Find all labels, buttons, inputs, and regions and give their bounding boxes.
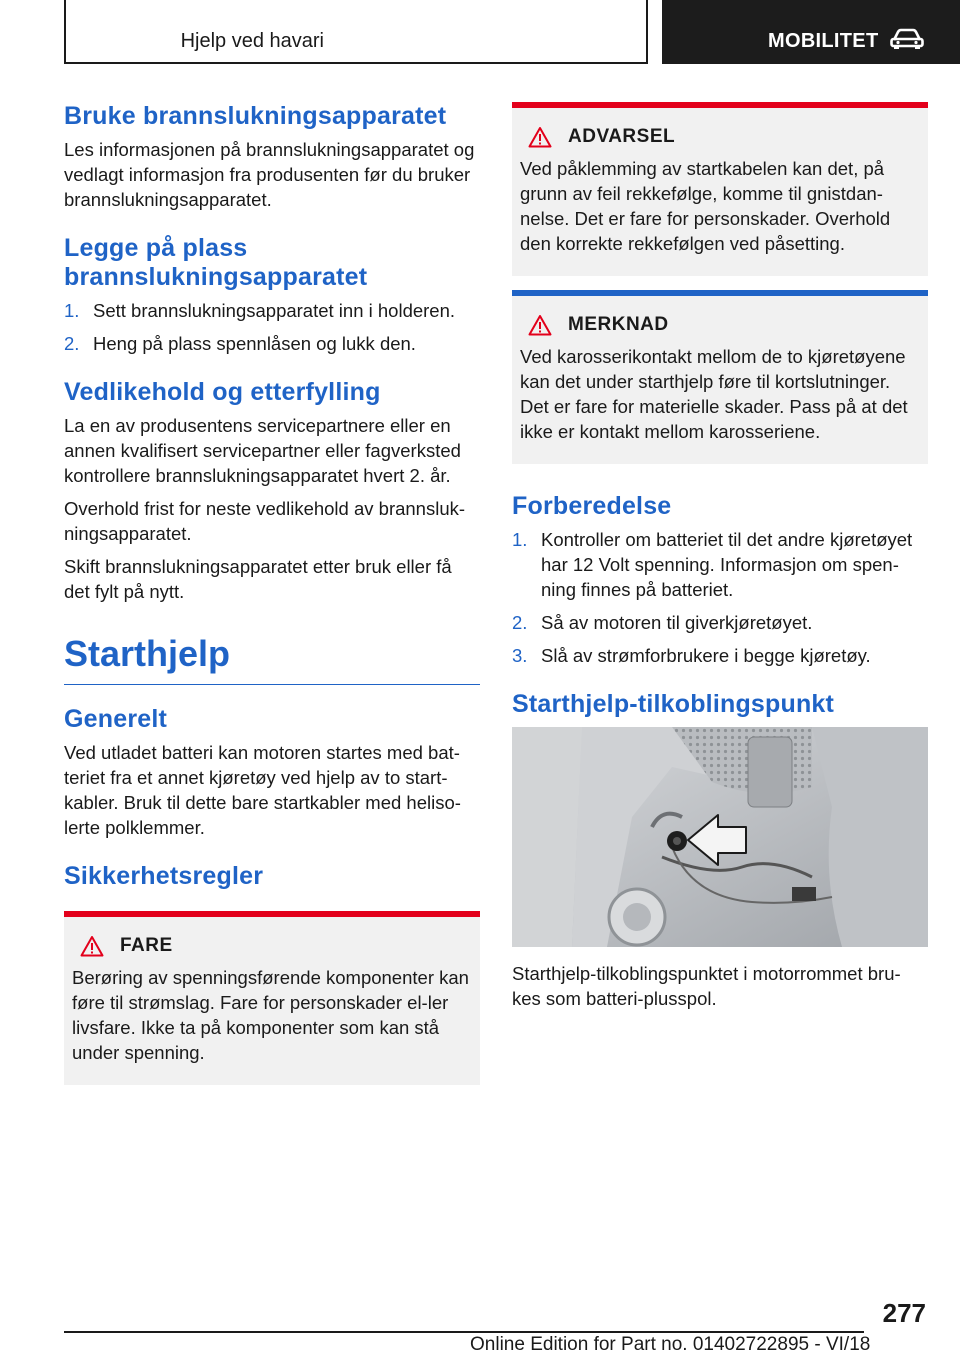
warning-icon xyxy=(80,935,104,957)
heading-forberedelse: Forberedelse xyxy=(512,492,672,520)
text-bruke: Les informasjonen på brannslukningsapparatet og vedlagt informasjon fra produsenten før du bruker brannslukningsapparatet. xyxy=(64,139,475,210)
heading-legge-pa-plass: Legge på plass brannslukningsapparatet xyxy=(64,234,368,291)
text-vedlikehold-2: Overhold frist for neste vedlikehold av brannsluk‐ningsapparatet. xyxy=(64,498,466,544)
step-number: 2. xyxy=(64,333,80,354)
step-number: 2. xyxy=(512,612,528,633)
steps-legge-pa-plass xyxy=(64,298,480,356)
list-item xyxy=(64,331,480,356)
fare-notice xyxy=(64,911,480,1085)
notice-title: MERKNAD xyxy=(568,314,669,335)
step-text: Kontroller om batteriet til det andre kjøretøyet har 12 Volt spenning. Informasjon om spen‐ning finnes på batteriet. xyxy=(541,529,913,600)
notice-title: FARE xyxy=(120,935,173,956)
footer-edition: Online Edition for Part no. 01402722895 - VI/18 xyxy=(470,1334,871,1355)
notice-text: Berøring av spenningsførende komponenter kan føre til strømslag. Fare for personskader el‐ler livsfare. Ikke ta på komponenter som kan stå under spenning. xyxy=(72,967,469,1063)
list-item xyxy=(512,527,928,602)
step-number: 1. xyxy=(64,300,80,321)
header-frame xyxy=(64,0,648,64)
footer-rule xyxy=(64,1331,864,1333)
section-title: Hjelp ved havari xyxy=(180,30,324,52)
car-icon xyxy=(890,28,924,50)
step-number: 3. xyxy=(512,645,528,666)
list-item xyxy=(512,610,928,635)
heading-generelt: Generelt xyxy=(64,705,168,733)
heading-tilkoblingspunkt: Starthjelp-tilkoblingspunkt xyxy=(512,690,835,718)
step-number: 1. xyxy=(512,529,528,550)
text-generelt: Ved utladet batteri kan motoren startes med bat‐teriet fra et annet kjøretøy ved hjelp av to start‐kabler. Bruk til dette bare startkabler med heliso‐lerte polklemmer. xyxy=(64,742,461,838)
heading-vedlikehold: Vedlikehold og etterfylling xyxy=(64,378,381,406)
text-vedlikehold-1: La en av produsentens servicepartnere eller en annen kvalifisert servicepartner eller fagverksted kontrollere brannslukningsapparatet hvert 2. år. xyxy=(64,415,461,486)
right-column xyxy=(512,102,928,1011)
list-item xyxy=(512,643,928,668)
figure-caption: Starthjelp-tilkoblingspunktet i motorrommet bru‐kes som batteri-plusspol. xyxy=(512,963,901,1009)
step-text: Heng på plass spennlåsen og lukk den. xyxy=(93,333,416,354)
steps-forberedelse xyxy=(512,527,928,668)
text-vedlikehold-3: Skift brannslukningsapparatet etter bruk eller få det fylt på nytt. xyxy=(64,556,452,602)
step-text: Sett brannslukningsapparatet inn i holderen. xyxy=(93,300,456,321)
warning-icon xyxy=(528,314,552,336)
chapter-tab xyxy=(662,0,960,64)
heading-bruke: Bruke brannslukningsapparatet xyxy=(64,102,447,130)
engine-bay-figure xyxy=(512,727,928,947)
page-number: 277 xyxy=(882,1298,926,1328)
notice-text: Ved karosserikontakt mellom de to kjøretøyene kan det under starthjelp føre til kortslutninger. Det er fare for materielle skader. Pass på at det ikke er kontakt mellom karosseriene. xyxy=(520,346,908,442)
left-column xyxy=(64,102,480,1085)
heading-sikkerhetsregler: Sikkerhetsregler xyxy=(64,862,264,890)
merknad-notice xyxy=(512,290,928,464)
engine-bay-illustration xyxy=(512,727,928,947)
list-item xyxy=(64,298,480,323)
step-text: Slå av strømforbrukere i begge kjøretøy. xyxy=(541,645,871,666)
advarsel-notice xyxy=(512,102,928,276)
step-text: Så av motoren til giverkjøretøyet. xyxy=(541,612,813,633)
chapter-label: MOBILITET xyxy=(768,30,879,52)
warning-icon xyxy=(528,126,552,148)
chapter-heading: Starthjelp xyxy=(64,632,480,685)
notice-title: ADVARSEL xyxy=(568,126,676,147)
notice-text: Ved påklemming av startkabelen kan det, på grunn av feil rekkefølge, komme til gnistdan‐nelse. Det er fare for personskader. Overhold den korrekte rekkefølgen ved påsetting. xyxy=(520,158,891,254)
